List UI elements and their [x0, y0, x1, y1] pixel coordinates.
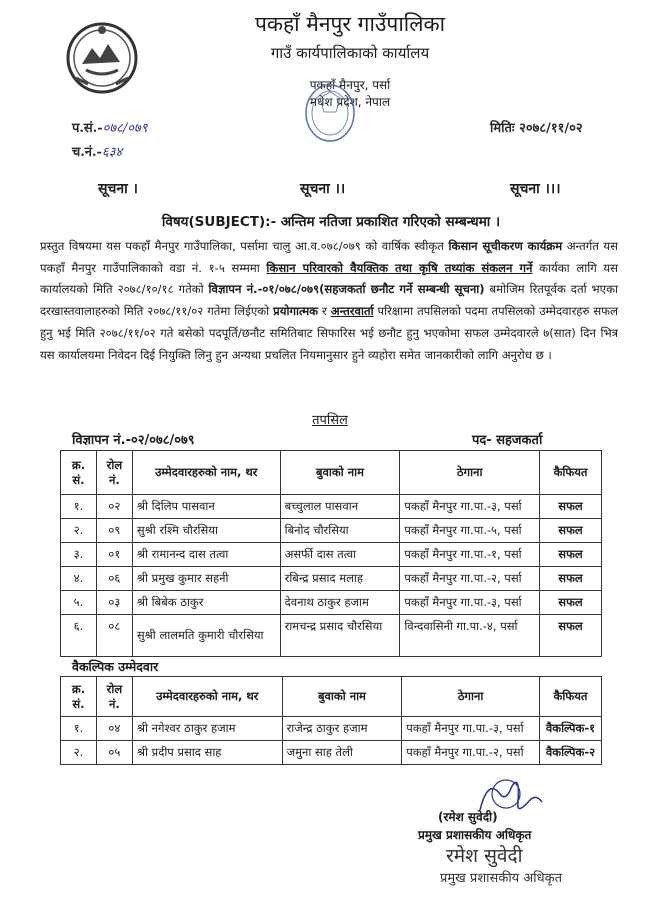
body-text: प्रस्तुत विषयमा यस पकहाँ मैनपुर गाउँपालिका, पर्सामा चालु आ.व.०७८/०७९ को वार्षिक स्वीकृत [40, 239, 449, 253]
cell-remarks: सफल [540, 495, 602, 519]
table-row [61, 495, 602, 519]
cell-remarks: वैकल्पिक-१ [539, 717, 601, 741]
cell-father: राजेन्द्र ठाकुर हजाम [282, 717, 402, 741]
details-heading: तपसिल [312, 413, 348, 428]
date-value: २०७८/११/०२ [519, 121, 583, 136]
col-remarks: कैफियत [540, 451, 602, 495]
col-address: ठेगाना [402, 677, 540, 717]
work-name: किसान परिवारको वैयक्तिक तथा कृषि तथ्यांक संकलन गर्ने [266, 260, 533, 275]
cell-address: पकहाँ मैनपुर गा.पा.-५, पर्सा [400, 519, 540, 543]
col-father: बुवाको नाम [280, 451, 400, 495]
date-label: मितिः [490, 121, 515, 136]
cell-name: श्री रामानन्द दास तत्वा [132, 543, 280, 567]
body-text: र [318, 304, 331, 319]
notice-heading-1: सूचना । [98, 181, 138, 197]
col-remarks: कैफियत [539, 677, 601, 717]
cell-roll: ०४ [96, 717, 132, 741]
ps-value: ०७८/०७९ [102, 121, 148, 136]
table-header-row [61, 677, 602, 717]
cell-father: रबिन्द्र प्रसाद मलाह [280, 567, 400, 591]
body-text: बमोजिम रितपूर्वक दर्ता भएका दरखास्तवालाहरुको मिति २०७८/११/०२ गतेमा लिईएको [40, 282, 618, 319]
cell-remarks: सफल [540, 519, 602, 543]
signatory-name: (रमेश सुवेदी) [438, 810, 498, 824]
office-stamp [280, 78, 380, 148]
nepal-emblem-icon [62, 18, 142, 98]
col-roll: रोल नं. [96, 451, 132, 495]
body-text: कार्यका लागि यस कार्यालयको मिति २०७८/१०/१८ गतेको [40, 260, 618, 297]
cell-roll: ०५ [96, 741, 132, 765]
chn-value: ६३४ [101, 145, 123, 160]
cell-father: बिनोद चौरसिया [280, 519, 400, 543]
cell-sn: ४. [61, 567, 97, 591]
cell-address: पकहाँ मैनपुर गा.पा.-३, पर्सा [400, 495, 540, 519]
cell-name: श्री दिलिप पासवान [132, 495, 280, 519]
cell-remarks: वैकल्पिक-२ [539, 741, 601, 765]
col-roll: रोल नं. [96, 677, 132, 717]
date [490, 118, 583, 136]
results-table [60, 450, 602, 657]
title-stamp: प्रमुख प्रशासकीय अधिकृत [440, 871, 563, 886]
cell-name: श्री नगेश्वर ठाकुर हजाम [132, 717, 282, 741]
dispatch-number [72, 142, 122, 160]
cell-roll: ०३ [96, 591, 132, 615]
letter-number [72, 118, 148, 136]
col-name: उम्मेदवारहरुको नाम, थर [132, 451, 280, 495]
cell-address: पकहाँ मैनपुर गा.पा.-१, पर्सा [400, 543, 540, 567]
cell-sn: ३. [61, 543, 97, 567]
table-row [61, 567, 602, 591]
table-row [61, 519, 602, 543]
cell-remarks: सफल [540, 591, 602, 615]
chn-label: च.नं.- [72, 145, 102, 160]
table-row [61, 717, 602, 741]
notice-heading-2: सूचना ।। [300, 181, 346, 197]
cell-roll: ०९ [96, 519, 132, 543]
name-stamp: रमेश सुवेदी [446, 845, 523, 867]
cell-father: बच्चुलाल पासवान [280, 495, 400, 519]
cell-father: रामचन्द्र प्रसाद चौरसिया [280, 615, 400, 657]
col-name: उम्मेदवारहरुको नाम, थर [132, 677, 282, 717]
cell-sn: १. [61, 717, 97, 741]
cell-father: जमुना साह तेली [282, 741, 402, 765]
cell-name: श्री प्रमुख कुमार सहनी [132, 567, 280, 591]
body-text: परिक्षामा तपसिलको पदमा तपसिलको उम्मेदवारहरु सफल हुनु भई मिति २०७८/११/०२ गते बसेको पदपूर्ति/छनौट समितिबाट सिफारिस भई छनौट हुनु भएकोमा सफल उम्मेदवारले ७(सात) दिन भित्र यस कार्यालयमा निवेदन दिई नियुक्ति लिनु हुन अन्यथा प्रचलित नियमानुसार हुने व्यहोरा समेत जानकारीको लागि अनुरोध छ । [40, 304, 618, 362]
cell-name: श्री प्रदीप प्रसाद साह [132, 741, 282, 765]
table-row [61, 543, 602, 567]
cell-sn: २. [61, 741, 97, 765]
col-father: बुवाको नाम [282, 677, 402, 717]
cell-father: देवनाथ ठाकुर हजाम [280, 591, 400, 615]
cell-address: पकहाँ मैनपुर गा.पा.-२, पर्सा [402, 741, 540, 765]
cell-name: सुश्री लालमति कुमारी चौरसिया [132, 615, 280, 657]
subject-line: विषय(SUBJECT):- अन्तिम नतिजा प्रकाशित गरिएको सम्बन्धमा । [161, 214, 501, 230]
cell-roll: ०१ [96, 543, 132, 567]
signatory-title: प्रमुख प्रशासकीय अधिकृत [418, 828, 532, 842]
municipality-title: पकहाँ मैनपुर गाउँपालिका [254, 12, 446, 36]
table-header-row [61, 451, 602, 495]
office-title: गाउँ कार्यपालिकाको कार्यालय [270, 44, 430, 62]
cell-remarks: सफल [540, 543, 602, 567]
table-row [61, 741, 602, 765]
cell-remarks: सफल [540, 615, 602, 657]
cell-address: पकहाँ मैनपुर गा.पा.-३, पर्सा [402, 717, 540, 741]
cell-address: पकहाँ मैनपुर गा.पा.-३, पर्सा [400, 591, 540, 615]
cell-address: पकहाँ मैनपुर गा.पा.-२, पर्सा [400, 567, 540, 591]
table-row [61, 615, 602, 657]
cell-remarks: सफल [540, 567, 602, 591]
col-sn: क्र. सं. [61, 677, 97, 717]
cell-roll: ०८ [96, 615, 132, 657]
col-address: ठेगाना [400, 451, 540, 495]
post-label: पद- सहजकर्ता [472, 433, 543, 448]
province-line: मधेश प्रदेश, नेपाल [309, 95, 391, 109]
alternate-candidates-heading: वैकल्पिक उम्मेदवार [72, 659, 159, 674]
body-paragraph [40, 236, 618, 366]
interview: अन्तरवार्ता [330, 304, 374, 319]
cell-sn: ६. [61, 615, 97, 657]
address-line: पकहाँ मैनपुर, पर्सा [309, 78, 391, 92]
cell-sn: १. [61, 495, 97, 519]
cell-name: सुश्री रश्मि चौरसिया [132, 519, 280, 543]
cell-name: श्री बिबेक ठाकुर [132, 591, 280, 615]
cell-sn: ५. [61, 591, 97, 615]
col-sn: क्र. सं. [61, 451, 97, 495]
cell-roll: ०६ [96, 567, 132, 591]
cell-sn: २. [61, 519, 97, 543]
advertisement-number: विज्ञापन नं.-०२/०७८/०७९ [72, 433, 195, 448]
advertisement-ref: विज्ञापन नं.-०१/०७८/०७९(सहजकर्ता छनौट गर्ने सम्बन्धी सूचना) [208, 282, 485, 297]
cell-roll: ०२ [96, 495, 132, 519]
table-row [61, 591, 602, 615]
body-text: अन्तर्गत यस पकहाँ मैनपुर गाउँपालिकाको वडा नं. १-५ सम्ममा [40, 239, 618, 275]
program-name: किसान सूचीकरण कार्यक्रम [448, 239, 563, 253]
alternate-table [60, 676, 602, 765]
cell-father: असर्फी दास तत्वा [280, 543, 400, 567]
cell-address: विन्दवासिनी गा.पा.-४, पर्सा [400, 615, 540, 657]
ps-label: प.सं.- [72, 121, 103, 136]
practical-exam: प्रयोगात्मक [273, 304, 319, 319]
notice-heading-3: सूचना ।।। [510, 181, 561, 197]
